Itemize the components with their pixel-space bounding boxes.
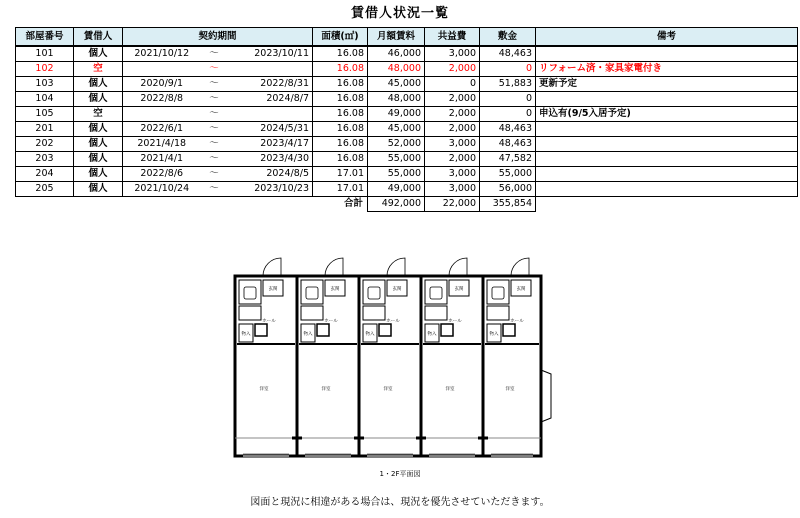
table-header-row [16, 28, 798, 47]
washing-area [441, 324, 453, 336]
rent-cell: 45,000 [368, 122, 425, 137]
common-fee-cell: 3,000 [425, 46, 480, 62]
header-contract-period: 契約期間 [123, 28, 313, 47]
tenant-cell: 空 [74, 107, 123, 122]
table-row [16, 137, 798, 152]
rent-cell: 48,000 [368, 62, 425, 77]
common-fee-cell: 2,000 [425, 62, 480, 77]
kitchen-sink [239, 306, 261, 320]
tenant-cell: 個人 [74, 92, 123, 107]
table-row [16, 122, 798, 137]
page-title: 賃借人状況一覧 [350, 6, 449, 21]
deposit-cell: 48,463 [480, 46, 536, 62]
header-area: 面積(㎡) [313, 28, 368, 47]
area-cell: 16.08 [313, 122, 368, 137]
floor-plan [225, 240, 565, 470]
total-common-fee: 22,000 [425, 197, 480, 212]
notes-cell [536, 152, 798, 167]
contract-end-cell: 2023/10/23 [228, 182, 313, 197]
total-spacer [16, 197, 313, 212]
common-fee-cell: 2,000 [425, 122, 480, 137]
room-number-cell: 104 [16, 92, 74, 107]
deposit-cell: 51,883 [480, 77, 536, 92]
deposit-cell: 0 [480, 62, 536, 77]
contract-tilde-cell: 〜 [201, 122, 228, 137]
washing-area [317, 324, 329, 336]
notes-cell: リフォーム済・家具家電付き [536, 62, 798, 77]
room-number-cell: 102 [16, 62, 74, 77]
contract-start-cell: 2021/4/18 [123, 137, 201, 152]
contract-start-cell [123, 62, 201, 77]
kitchen-sink [487, 306, 509, 320]
contract-start-cell: 2021/4/1 [123, 152, 201, 167]
total-row [16, 197, 798, 212]
deposit-cell: 56,000 [480, 182, 536, 197]
rent-cell: 55,000 [368, 167, 425, 182]
table-row [16, 167, 798, 182]
notes-cell [536, 137, 798, 152]
notes-cell [536, 122, 798, 137]
contract-end-cell: 2023/4/17 [228, 137, 313, 152]
deposit-cell: 48,463 [480, 137, 536, 152]
total-deposit: 355,854 [480, 197, 536, 212]
contract-end-cell: 2023/4/30 [228, 152, 313, 167]
storage-label: 物入 [241, 332, 251, 337]
notes-cell [536, 46, 798, 62]
bathtub [430, 287, 442, 299]
entrance-label: 玄関 [392, 287, 402, 292]
bathtub [306, 287, 318, 299]
common-fee-cell: 3,000 [425, 137, 480, 152]
table-row [16, 92, 798, 107]
area-cell: 16.08 [313, 62, 368, 77]
rent-cell: 49,000 [368, 182, 425, 197]
notes-cell: 更新予定 [536, 77, 798, 92]
bathtub [492, 287, 504, 299]
common-fee-cell: 2,000 [425, 107, 480, 122]
contract-tilde-cell: 〜 [201, 152, 228, 167]
entrance-label: 玄関 [516, 287, 526, 292]
hall-label: ホール [448, 319, 462, 324]
deposit-cell: 0 [480, 107, 536, 122]
bathroom [301, 280, 323, 304]
room-number-cell: 101 [16, 46, 74, 62]
rent-cell: 49,000 [368, 107, 425, 122]
area-cell: 17.01 [313, 182, 368, 197]
contract-tilde-cell: 〜 [201, 92, 228, 107]
door-swing [325, 258, 343, 276]
deposit-cell: 55,000 [480, 167, 536, 182]
header-deposit: 敷金 [480, 28, 536, 47]
notes-cell [536, 182, 798, 197]
storage-label: 物入 [489, 332, 499, 337]
contract-start-cell: 2022/8/6 [123, 167, 201, 182]
door-swing [263, 258, 281, 276]
washing-area [503, 324, 515, 336]
bathtub [368, 287, 380, 299]
room-label: 洋室 [321, 387, 331, 392]
bathroom [425, 280, 447, 304]
room-label: 洋室 [445, 387, 455, 392]
tenant-cell: 個人 [74, 122, 123, 137]
contract-start-cell: 2022/8/8 [123, 92, 201, 107]
entrance-label: 玄関 [454, 287, 464, 292]
rent-cell: 45,000 [368, 77, 425, 92]
contract-start-cell: 2020/9/1 [123, 77, 201, 92]
hall-label: ホール [510, 319, 524, 324]
area-cell: 16.08 [313, 77, 368, 92]
deposit-cell: 47,582 [480, 152, 536, 167]
contract-end-cell: 2024/8/7 [228, 92, 313, 107]
door-swing [387, 258, 405, 276]
room-number-cell: 204 [16, 167, 74, 182]
room-number-cell: 105 [16, 107, 74, 122]
contract-tilde-cell: 〜 [201, 107, 228, 122]
table-row [16, 62, 798, 77]
header-notes: 備考 [536, 28, 798, 47]
rent-cell: 52,000 [368, 137, 425, 152]
deposit-cell: 0 [480, 92, 536, 107]
deposit-cell: 48,463 [480, 122, 536, 137]
contract-tilde-cell: 〜 [201, 137, 228, 152]
header-rent: 月額賃料 [368, 28, 425, 47]
total-notes-spacer [536, 197, 798, 212]
table-row [16, 107, 798, 122]
kitchen-sink [425, 306, 447, 320]
contract-end-cell [228, 107, 313, 122]
kitchen-sink [363, 306, 385, 320]
header-tenant: 賃借人 [74, 28, 123, 47]
rent-cell: 46,000 [368, 46, 425, 62]
rent-cell: 55,000 [368, 152, 425, 167]
table-row [16, 182, 798, 197]
notes-cell [536, 92, 798, 107]
contract-end-cell [228, 62, 313, 77]
contract-end-cell: 2024/5/31 [228, 122, 313, 137]
contract-tilde-cell: 〜 [201, 46, 228, 62]
contract-start-cell: 2021/10/24 [123, 182, 201, 197]
room-number-cell: 202 [16, 137, 74, 152]
storage-label: 物入 [303, 332, 313, 337]
common-fee-cell: 3,000 [425, 167, 480, 182]
bathtub [244, 287, 256, 299]
room-label: 洋室 [259, 387, 269, 392]
kitchen-sink [301, 306, 323, 320]
disclaimer-text: 図面と現況に相違がある場合は、現況を優先させていただきます。 [250, 497, 550, 508]
table-row [16, 77, 798, 92]
washing-area [379, 324, 391, 336]
header-room: 部屋番号 [16, 28, 74, 47]
contract-start-cell: 2022/6/1 [123, 122, 201, 137]
storage-label: 物入 [365, 332, 375, 337]
contract-tilde-cell: 〜 [201, 77, 228, 92]
contract-tilde-cell: 〜 [201, 62, 228, 77]
bathroom [239, 280, 261, 304]
door-swing [511, 258, 529, 276]
tenant-cell: 個人 [74, 137, 123, 152]
room-label: 洋室 [505, 387, 515, 392]
tenant-cell: 個人 [74, 167, 123, 182]
common-fee-cell: 0 [425, 77, 480, 92]
washing-area [255, 324, 267, 336]
tenant-cell: 個人 [74, 182, 123, 197]
table-row [16, 46, 798, 62]
entrance-label: 玄関 [330, 287, 340, 292]
contract-end-cell: 2024/8/5 [228, 167, 313, 182]
hall-label: ホール [324, 319, 338, 324]
hall-label: ホール [262, 319, 276, 324]
contract-end-cell: 2022/8/31 [228, 77, 313, 92]
table-row [16, 152, 798, 167]
total-label: 合計 [343, 198, 363, 210]
rent-cell: 48,000 [368, 92, 425, 107]
entrance-label: 玄関 [268, 287, 278, 292]
floor-plan-caption: 1・2F平面図 [379, 470, 421, 478]
tenant-cell: 空 [74, 62, 123, 77]
area-cell: 16.08 [313, 46, 368, 62]
hall-label: ホール [386, 319, 400, 324]
room-number-cell: 201 [16, 122, 74, 137]
tenant-status-table [15, 27, 798, 212]
header-common-fee: 共益費 [425, 28, 480, 47]
tenant-cell: 個人 [74, 152, 123, 167]
tenant-cell: 個人 [74, 46, 123, 62]
room-number-cell: 205 [16, 182, 74, 197]
room-label: 洋室 [383, 387, 393, 392]
notes-cell [536, 167, 798, 182]
bathroom [363, 280, 385, 304]
area-cell: 17.01 [313, 167, 368, 182]
area-cell: 16.08 [313, 137, 368, 152]
door-swing [449, 258, 467, 276]
total-rent: 492,000 [368, 197, 425, 212]
building-outline [235, 276, 541, 456]
contract-tilde-cell: 〜 [201, 167, 228, 182]
area-cell: 16.08 [313, 152, 368, 167]
room-number-cell: 203 [16, 152, 74, 167]
room-number-cell: 103 [16, 77, 74, 92]
area-cell: 16.08 [313, 92, 368, 107]
contract-tilde-cell: 〜 [201, 182, 228, 197]
contract-start-cell: 2021/10/12 [123, 46, 201, 62]
area-cell: 16.08 [313, 107, 368, 122]
common-fee-cell: 3,000 [425, 182, 480, 197]
contract-start-cell [123, 107, 201, 122]
contract-end-cell: 2023/10/11 [228, 46, 313, 62]
notes-cell: 申込有(9/5入居予定) [536, 107, 798, 122]
tenant-cell: 個人 [74, 77, 123, 92]
bathroom [487, 280, 509, 304]
common-fee-cell: 2,000 [425, 92, 480, 107]
common-fee-cell: 2,000 [425, 152, 480, 167]
storage-label: 物入 [427, 332, 437, 337]
